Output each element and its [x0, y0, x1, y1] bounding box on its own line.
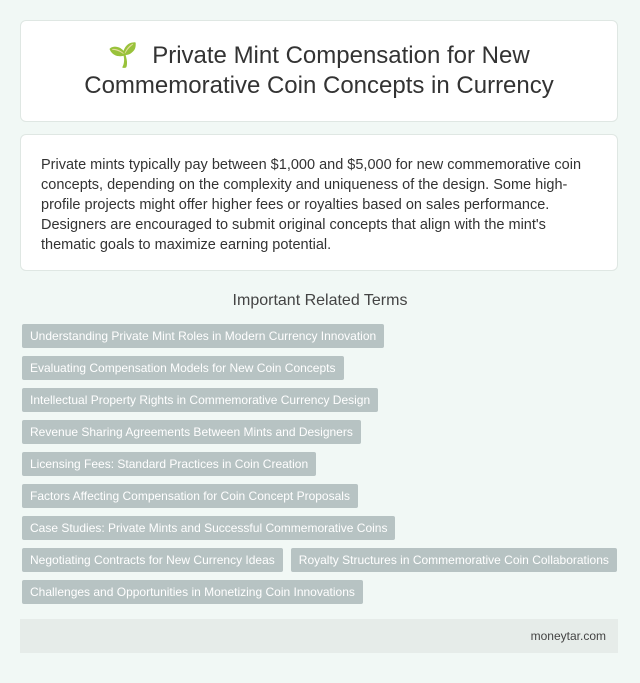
related-term-tag[interactable]: Challenges and Opportunities in Monetizing Coin Innovations: [22, 580, 363, 604]
page-title: [21, 41, 617, 101]
title-card: [20, 20, 618, 122]
related-term-tag[interactable]: Negotiating Contracts for New Currency Ideas: [22, 548, 283, 572]
related-term-tag[interactable]: Revenue Sharing Agreements Between Mints and Designers: [22, 420, 361, 444]
summary-text: Private mints typically pay between $1,000 and $5,000 for new commemorative coin concepts, depending on the complexity and uniqueness of the design. Some high-profile projects might offer higher fees or royalties based on sales performance. Designers are encouraged to submit original concepts that align with the mint's thematic goals to maximize earning potential.: [41, 157, 582, 253]
related-terms-list: [22, 324, 620, 604]
footer: [20, 619, 618, 653]
seedling-icon: 🌱: [108, 42, 139, 69]
related-terms-heading: Important Related Terms: [232, 292, 408, 309]
related-term-tag[interactable]: Factors Affecting Compensation for Coin Concept Proposals: [22, 484, 358, 508]
footer-site-name[interactable]: moneytar.com: [530, 629, 606, 643]
related-term-tag[interactable]: Understanding Private Mint Roles in Modern Currency Innovation: [22, 324, 384, 348]
page-title-text: Private Mint Compensation for New Commemorative Coin Concepts in Currency: [84, 42, 554, 99]
related-term-tag[interactable]: Intellectual Property Rights in Commemorative Currency Design: [22, 388, 378, 412]
summary-card: [20, 134, 618, 271]
related-term-tag[interactable]: Evaluating Compensation Models for New Coin Concepts: [22, 356, 344, 380]
related-term-tag[interactable]: Licensing Fees: Standard Practices in Coin Creation: [22, 452, 316, 476]
related-term-tag[interactable]: Royalty Structures in Commemorative Coin Collaborations: [291, 548, 617, 572]
related-term-tag[interactable]: Case Studies: Private Mints and Successful Commemorative Coins: [22, 516, 395, 540]
